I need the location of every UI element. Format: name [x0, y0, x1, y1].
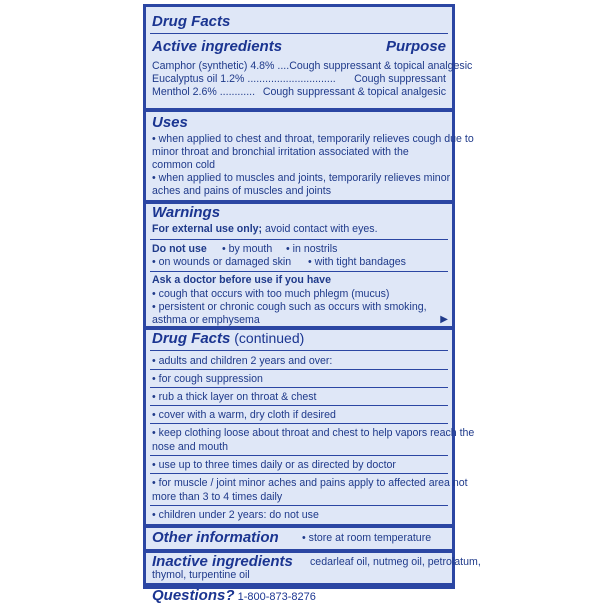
divider [150, 350, 448, 351]
directions-line: • for cough suppression [152, 373, 263, 385]
leader-dots: ............ [219, 86, 256, 98]
ask-doctor-line: • cough that occurs with too much phlegm (mucus) [152, 288, 390, 300]
divider [150, 423, 448, 424]
external-use-text: avoid contact with eyes. [262, 223, 378, 235]
ingredient-row [152, 86, 255, 99]
ingredient-name: Menthol 2.6% [152, 86, 217, 98]
purpose-heading: Purpose [385, 38, 446, 55]
uses-line: minor throat and bronchial irritation associated with the [152, 146, 409, 158]
uses-heading: Uses [152, 114, 188, 131]
uses-line: • when applied to chest and throat, temporarily relieves cough due to [152, 133, 474, 145]
continued-title: Drug Facts [152, 330, 231, 347]
directions-line: • cover with a warm, dry cloth if desired [152, 409, 336, 421]
directions-line: • children under 2 years: do not use [152, 509, 319, 521]
ingredient-purpose: Cough suppressant & topical analgesic [289, 60, 473, 72]
inactive-ingredients-text: thymol, turpentine oil [152, 569, 250, 581]
external-use-line [152, 223, 378, 236]
divider [150, 369, 448, 370]
other-information-heading: Other information [152, 529, 279, 546]
other-information-text: • store at room temperature [302, 532, 432, 544]
questions-line [152, 587, 316, 606]
section-divider [146, 524, 452, 528]
leader-dots: .... [277, 60, 290, 72]
questions-heading: Questions? [152, 587, 235, 604]
ingredient-row [152, 60, 472, 73]
uses-line: • when applied to muscles and joints, temporarily relieves minor [152, 172, 451, 184]
directions-line: • use up to three times daily or as directed by doctor [152, 459, 396, 471]
do-not-use-item: • by mouth [222, 243, 273, 255]
divider [150, 455, 448, 456]
ask-doctor-line: • persistent or chronic cough such as occurs with smoking, [152, 301, 427, 313]
continue-arrow-icon: ▶ [440, 314, 448, 325]
divider [150, 387, 448, 388]
directions-line: nose and mouth [152, 441, 228, 453]
section-divider [146, 108, 452, 112]
directions-line: more than 3 to 4 times daily [152, 491, 283, 503]
directions-line: • for muscle / joint minor aches and pains apply to affected area not [152, 477, 468, 489]
do-not-use-item: • in nostrils [286, 243, 338, 255]
divider [150, 33, 448, 34]
inactive-ingredients-text: cedarleaf oil, nutmeg oil, petrolatum, [310, 556, 481, 568]
divider [150, 473, 448, 474]
do-not-use-item: • with tight bandages [308, 256, 406, 268]
drug-facts-panel [143, 4, 481, 604]
do-not-use-label: Do not use [152, 243, 207, 255]
divider [150, 239, 448, 240]
external-use-bold: For external use only; [152, 223, 263, 235]
divider [150, 405, 448, 406]
phone-number: 1-800-873-8276 [234, 591, 316, 603]
ingredient-name: Camphor (synthetic) 4.8% [152, 60, 275, 72]
uses-line: aches and pains of muscles and joints [152, 185, 332, 197]
inactive-ingredients-heading: Inactive ingredients [152, 553, 293, 570]
divider [150, 271, 448, 272]
ingredient-purpose: Cough suppressant & topical analgesic [262, 86, 446, 98]
active-ingredients-heading: Active ingredients [152, 38, 283, 55]
ingredient-row [152, 73, 336, 86]
continued-suffix: (continued) [230, 330, 305, 346]
leader-dots: .............................. [247, 73, 336, 85]
warnings-heading: Warnings [152, 204, 221, 221]
ask-doctor-label: Ask a doctor before use if you have [152, 274, 331, 286]
directions-line: • adults and children 2 years and over: [152, 355, 333, 367]
ingredient-purpose: Cough suppressant [354, 73, 446, 85]
drug-facts-title: Drug Facts [152, 13, 231, 30]
drug-facts-continued-heading [152, 330, 304, 347]
ingredient-name: Eucalyptus oil 1.2% [152, 73, 245, 85]
directions-line: • rub a thick layer on throat & chest [152, 391, 317, 403]
ask-doctor-line: asthma or emphysema [152, 314, 260, 326]
do-not-use-item: • on wounds or damaged skin [152, 256, 292, 268]
divider [150, 505, 448, 506]
uses-line: common cold [152, 159, 215, 171]
directions-line: • keep clothing loose about throat and chest to help vapors reach the [152, 427, 475, 439]
